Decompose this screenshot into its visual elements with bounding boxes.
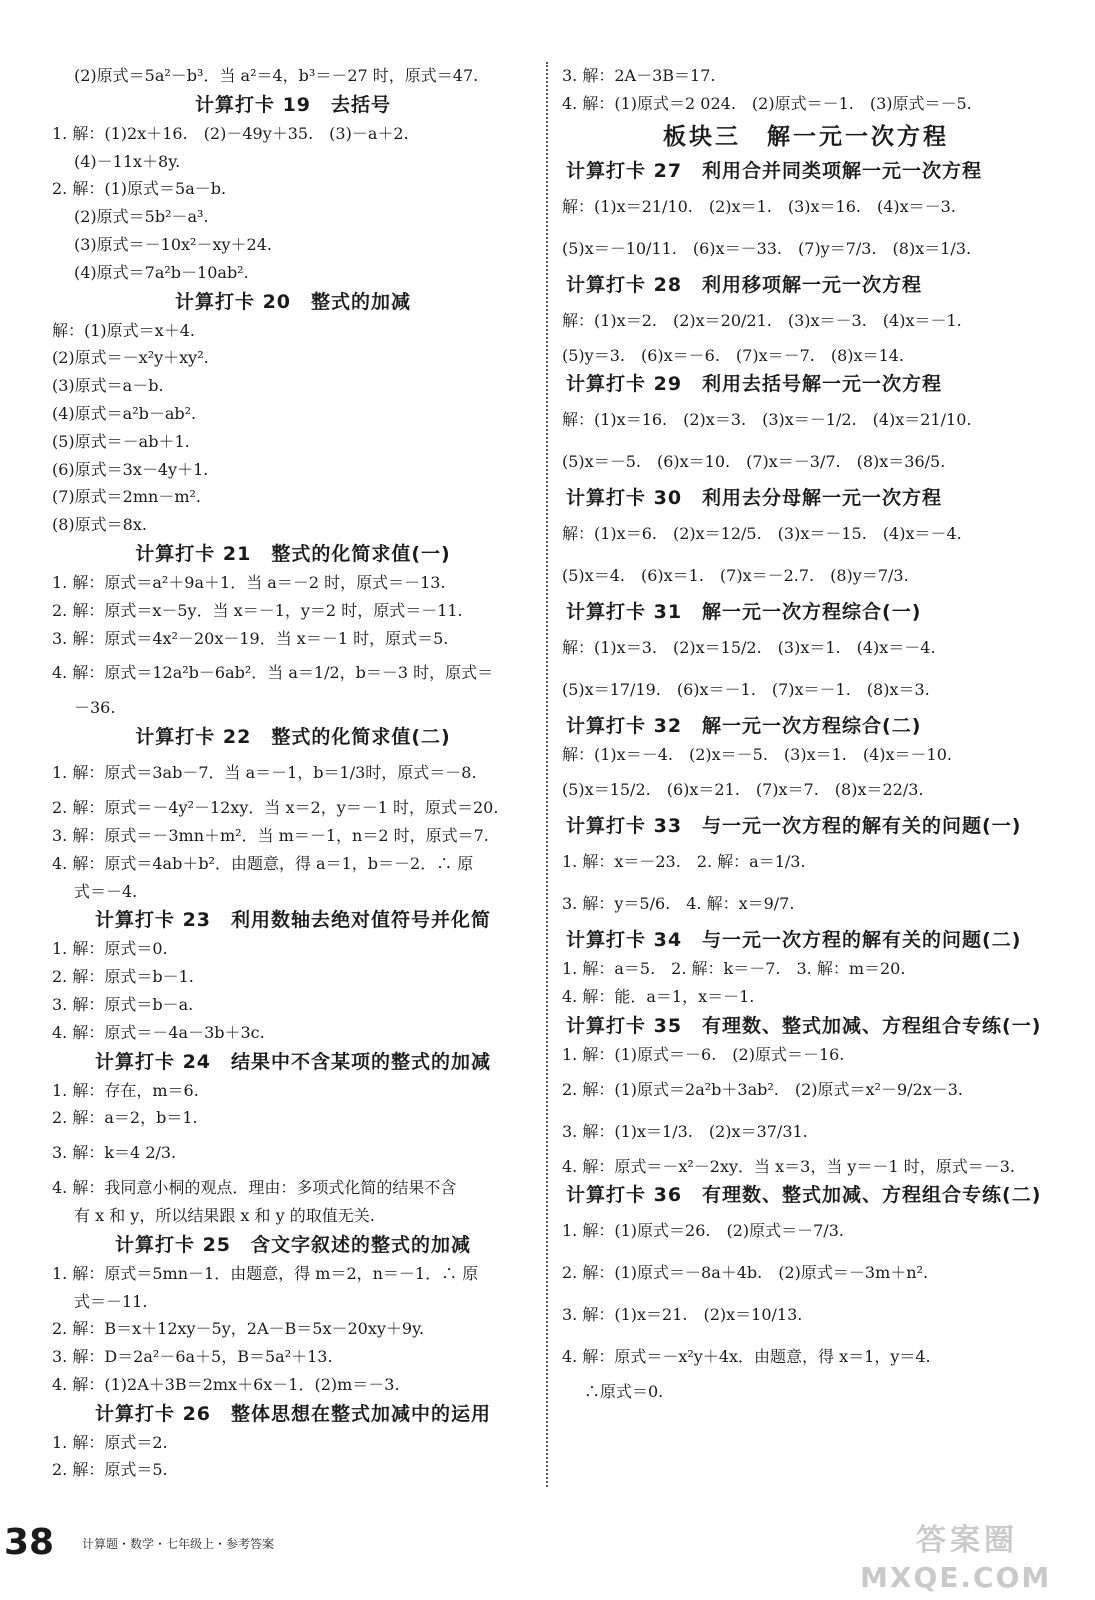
section-heading: 计算打卡 34 与一元一次方程的解有关的问题(二): [566, 929, 1022, 952]
answer-line: (5)x＝4. (6)x＝1. (7)x＝－2.7. (8)y＝7/3.: [562, 566, 909, 586]
section-heading: 计算打卡 21 整式的化简求值(一): [135, 542, 451, 565]
answer-line: 2. 解：(1)原式＝－8a＋4b. (2)原式＝－3m＋n².: [562, 1263, 929, 1283]
section-heading: 计算打卡 29 利用去括号解一元一次方程: [566, 373, 943, 396]
answer-line: 1. 解：原式＝2.: [52, 1432, 168, 1452]
answer-line: 3. 解：原式＝b－a.: [52, 994, 194, 1014]
answer-line: 有 x 和 y，所以结果跟 x 和 y 的取值无关.: [74, 1205, 375, 1225]
answer-line: 3. 解：(1)x＝1/3. (2)x＝37/31.: [562, 1121, 808, 1141]
answer-line: 3. 解：k＝4 2/3.: [52, 1143, 177, 1163]
answer-line: 4. 解：(1)2A＋3B＝2mx＋6x－1．(2)m＝－3.: [52, 1374, 400, 1394]
section-heading: 计算打卡 25 含文字叙述的整式的加减: [114, 1233, 472, 1256]
section-heading: 计算打卡 22 整式的化简求值(二): [135, 726, 451, 749]
watermark-logo: [860, 1522, 1088, 1594]
answer-line: 4. 解：能．a＝1，x＝－1.: [562, 986, 755, 1006]
section-heading: 计算打卡 24 结果中不含某项的整式的加减: [94, 1050, 492, 1073]
answer-line: 1. 解：a＝5. 2. 解：k＝－7. 3. 解：m＝20.: [562, 959, 906, 979]
answer-line: 解：(1)原式＝x＋4.: [52, 320, 195, 340]
answer-line: (5)x＝－10/11. (6)x＝－33. (7)y＝7/3. (8)x＝1/3.: [562, 238, 972, 258]
answer-line: (5)原式＝－ab＋1.: [52, 431, 190, 451]
answer-line: (4)原式＝7a²b－10ab².: [74, 262, 249, 282]
left-column: [52, 62, 534, 1484]
answer-line: (8)原式＝8x.: [52, 515, 147, 535]
answer-line: 解：(1)x＝6. (2)x＝12/5. (3)x＝－15. (4)x＝－4.: [562, 524, 962, 544]
answer-line: 2. 解：原式＝－4y²－12xy．当 x＝2，y＝－1 时，原式＝20.: [52, 798, 499, 818]
answer-line: 4. 解：原式＝－x²－2xy．当 x＝3，当 y＝－1 时，原式＝－3.: [562, 1156, 1015, 1176]
answer-line: 3. 解：(1)x＝21. (2)x＝10/13.: [562, 1305, 803, 1325]
answer-line: 4. 解：(1)原式＝2 024. (2)原式＝－1. (3)原式＝－5.: [562, 93, 972, 113]
answer-line: (5)x＝－5. (6)x＝10. (7)x＝－3/7. (8)x＝36/5.: [562, 452, 946, 472]
answer-line: (2)原式＝5b²－a³.: [74, 207, 209, 227]
answer-line: ∴原式＝0.: [584, 1382, 664, 1402]
answer-line: (3)原式＝－10x²－xy＋24.: [74, 234, 272, 254]
watermark-text-bottom: MXQE.COM: [860, 1561, 1052, 1594]
answer-line: 1. 解：x＝－23. 2. 解：a＝1/3.: [562, 852, 806, 872]
answer-line: 1. 解：(1)原式＝－6. (2)原式＝－16.: [562, 1044, 845, 1064]
answer-line: 3. 解：原式＝4x²－20x－19．当 x＝－1 时，原式＝5.: [52, 628, 449, 648]
answer-line: 1. 解：原式＝a²＋9a＋1．当 a＝－2 时，原式＝－13.: [52, 572, 446, 592]
section-heading: 计算打卡 36 有理数、整式加减、方程组合专练(二): [566, 1184, 1042, 1207]
answer-line: (2)原式＝5a²－b³．当 a²＝4，b³＝－27 时，原式＝47.: [74, 66, 479, 85]
answer-line: 2. 解：(1)原式＝5a－b.: [52, 179, 227, 199]
answer-line: 1. 解：(1)2x＋16. (2)－49y＋35. (3)－a＋2.: [52, 123, 409, 143]
section-heading: 计算打卡 31 解一元一次方程综合(一): [566, 601, 922, 624]
answer-line: (4)－11x＋8y.: [74, 151, 181, 171]
answer-line: －36.: [74, 698, 116, 718]
answer-line: 2. 解：B＝x＋12xy－5y，2A－B＝5x－20xy＋9y.: [52, 1319, 425, 1339]
answer-line: 3. 解：D＝2a²－6a＋5，B＝5a²＋13.: [52, 1347, 333, 1367]
watermark-text-top: 答案圈: [916, 1523, 1018, 1558]
answer-line: 式＝－4.: [74, 881, 138, 901]
right-column: [562, 62, 1050, 1406]
answer-line: (5)x＝15/2. (6)x＝21. (7)x＝7. (8)x＝22/3.: [562, 780, 924, 800]
answer-line: (4)原式＝a²b－ab².: [52, 403, 197, 423]
answer-line: 3. 解：2A－3B＝17.: [562, 66, 716, 85]
answer-line: 2. 解：原式＝x－5y．当 x＝－1，y＝2 时，原式＝－11.: [52, 600, 463, 620]
answer-line: 解：(1)x＝16. (2)x＝3. (3)x＝－1/2. (4)x＝21/10.: [562, 410, 972, 430]
page-number: 38: [4, 1522, 55, 1563]
section-heading: 计算打卡 32 解一元一次方程综合(二): [566, 715, 922, 738]
section-heading: 计算打卡 28 利用移项解一元一次方程: [566, 273, 923, 296]
answer-line: 1. 解：存在，m＝6.: [52, 1080, 199, 1100]
answer-line: 解：(1)x＝2. (2)x＝20/21. (3)x＝－3. (4)x＝－1.: [562, 310, 962, 330]
answer-line: 1. 解：原式＝3ab－7．当 a＝－1，b＝1/3时，原式＝－8.: [52, 763, 477, 783]
answer-line: 4. 解：原式＝－4a－3b＋3c.: [52, 1022, 265, 1042]
answer-line: 1. 解：原式＝0.: [52, 939, 168, 959]
answer-line: (3)原式＝a－b.: [52, 376, 164, 396]
answer-line: 4. 解：我同意小桐的观点．理由：多项式化简的结果不含: [52, 1178, 457, 1198]
answer-line: (6)原式＝3x－4y＋1.: [52, 459, 209, 479]
answer-line: 2. 解：原式＝5.: [52, 1460, 168, 1480]
answer-line: (5)x＝17/19. (6)x＝－1. (7)x＝－1. (8)x＝3.: [562, 680, 930, 700]
section-heading: 计算打卡 27 利用合并同类项解一元一次方程: [566, 159, 983, 182]
answer-line: 4. 解：原式＝12a²b－6ab²．当 a＝1/2，b＝－3 时，原式＝: [52, 663, 494, 683]
answer-line: 3. 解：原式＝－3mn＋m²．当 m＝－1，n＝2 时，原式＝7.: [52, 825, 489, 845]
section-heading: 计算打卡 23 利用数轴去绝对值符号并化简: [94, 909, 492, 932]
answer-line: 4. 解：原式＝－x²y＋4x．由题意，得 x＝1，y＝4.: [562, 1347, 931, 1367]
answer-line: 1. 解：(1)原式＝26. (2)原式＝－7/3.: [562, 1221, 844, 1241]
answer-line: 式＝－11.: [74, 1291, 148, 1311]
answer-line: 解：(1)x＝3. (2)x＝15/2. (3)x＝1. (4)x＝－4.: [562, 638, 936, 658]
answer-line: 解：(1)x＝－4. (2)x＝－5. (3)x＝1. (4)x＝－10.: [562, 745, 952, 765]
answer-line: (5)y＝3. (6)x＝－6. (7)x＝－7. (8)x＝14.: [562, 345, 905, 365]
answer-line: 3. 解：y＝5/6. 4. 解：x＝9/7.: [562, 894, 795, 914]
answer-line: 2. 解：原式＝b－1.: [52, 967, 194, 987]
answer-line: (2)原式＝－x²y＋xy².: [52, 348, 209, 368]
answer-line: (7)原式＝2mn－m².: [52, 487, 201, 507]
answer-line: 解：(1)x＝21/10. (2)x＝1. (3)x＝16. (4)x＝－3.: [562, 196, 956, 216]
footer-caption: 计算题・数学・七年级上・参考答案: [82, 1537, 275, 1551]
answer-line: 2. 解：a＝2，b＝1.: [52, 1108, 198, 1128]
answer-line: 4. 解：原式＝4ab＋b²．由题意，得 a＝1，b＝－2．∴ 原: [52, 853, 474, 873]
section-heading: 计算打卡 19 去括号: [194, 93, 392, 116]
answer-line: 2. 解：(1)原式＝2a²b＋3ab². (2)原式＝x²－9/2x－3.: [562, 1079, 963, 1099]
column-divider: [546, 62, 548, 1487]
section-heading: 计算打卡 30 利用去分母解一元一次方程: [566, 487, 943, 510]
section-heading: 计算打卡 33 与一元一次方程的解有关的问题(一): [566, 815, 1022, 838]
section-heading: 计算打卡 26 整体思想在整式加减中的运用: [94, 1402, 492, 1425]
section-heading: 计算打卡 35 有理数、整式加减、方程组合专练(一): [566, 1014, 1042, 1037]
part-title: 板块三 解一元一次方程: [663, 123, 949, 150]
answer-line: 1. 解：原式＝5mn－1．由题意，得 m＝2，n＝－1．∴ 原: [52, 1263, 479, 1283]
section-heading: 计算打卡 20 整式的加减: [174, 290, 412, 313]
